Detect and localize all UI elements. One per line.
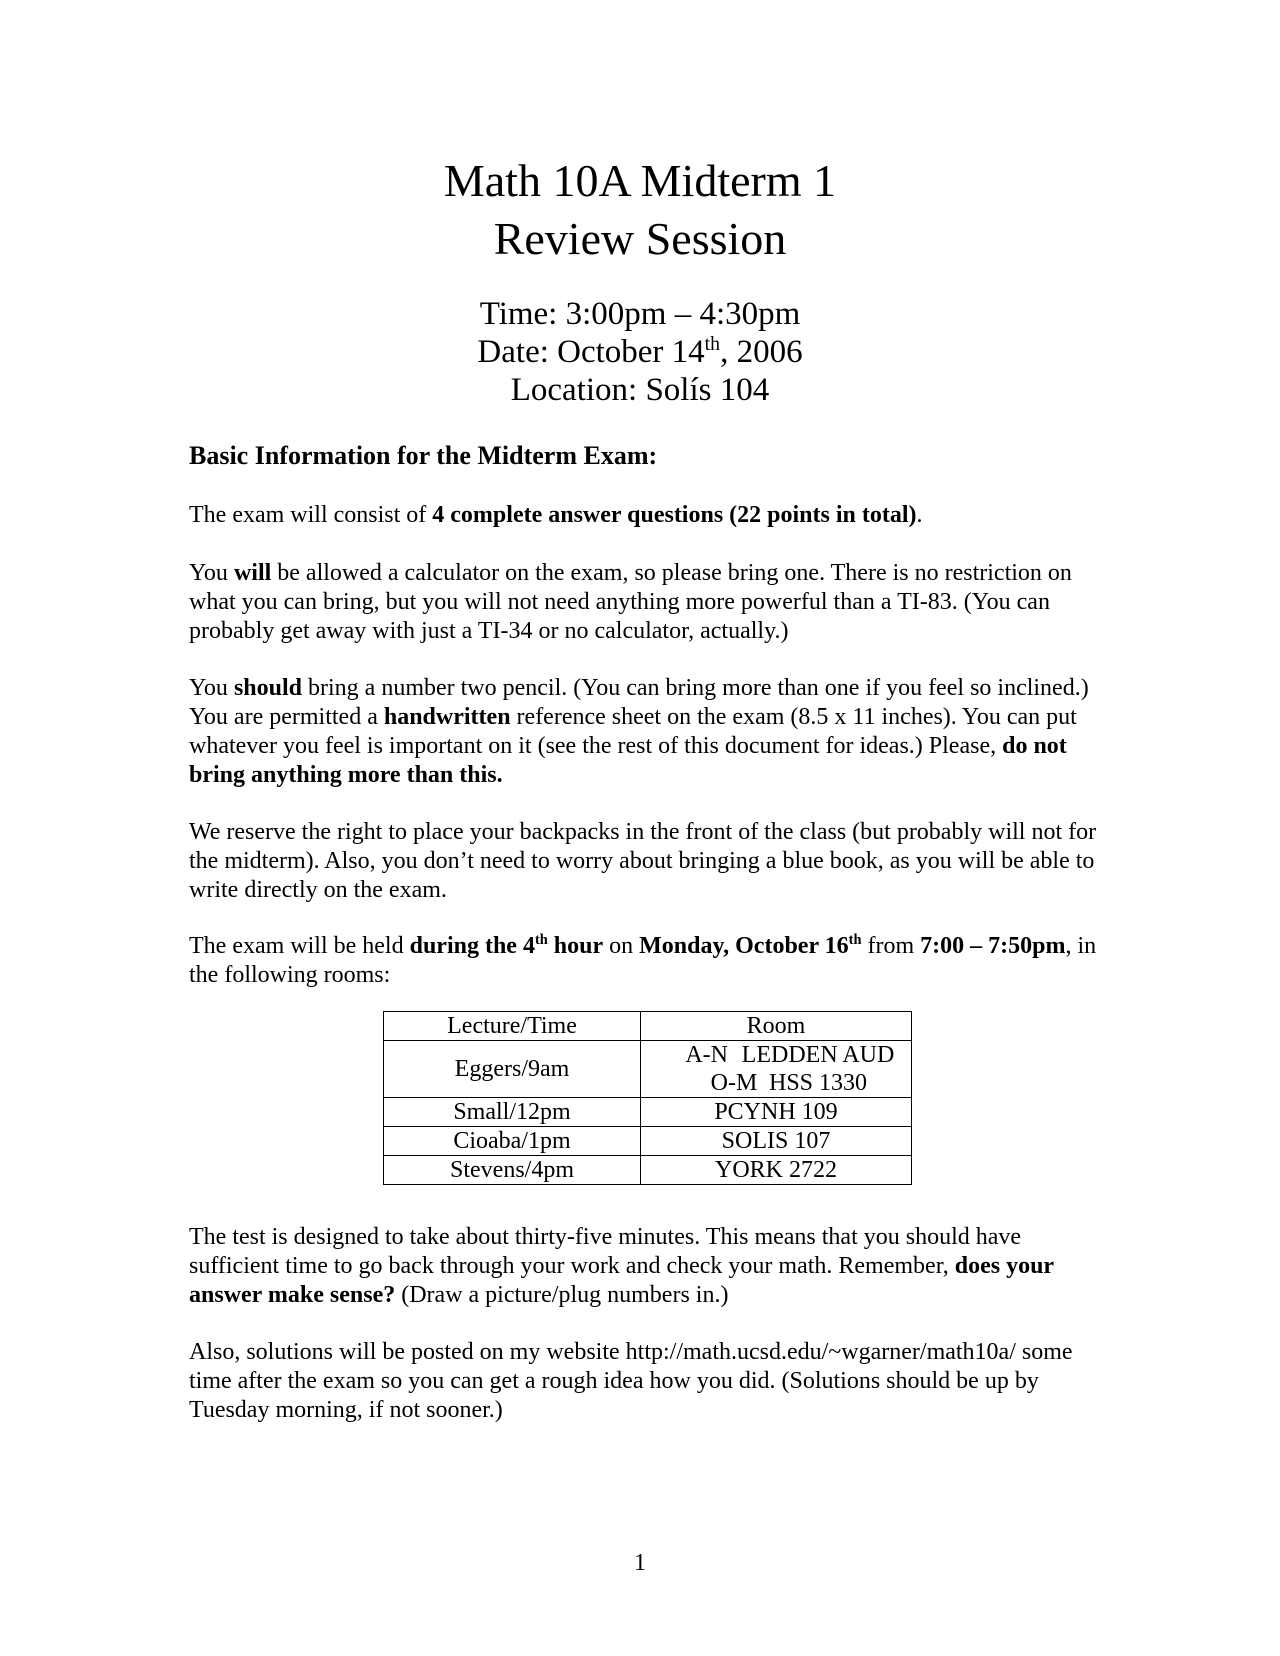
room-cell xyxy=(641,1041,912,1098)
room-cell: SOLIS 107 xyxy=(641,1127,912,1156)
paragraph-exam-schedule: The exam will be held during the 4th hour on Monday, October 16th from 7:00 – 7:50pm, in the following rooms: xyxy=(189,932,1097,988)
lecture-cell: Eggers/9am xyxy=(384,1041,641,1098)
title-line-2: Review Session xyxy=(493,213,787,264)
rooms-table xyxy=(383,1011,912,1185)
table-header-row xyxy=(384,1012,912,1041)
paragraph-question-count: The exam will consist of 4 complete answer questions (22 points in total). xyxy=(189,502,923,528)
paragraph-test-duration: The test is designed to take about thirty-five minutes. This means that you should have sufficient time to go back through your work and check your math. Remember, does your answer make sense? (Draw a picture/plug numbers in.) xyxy=(189,1224,1054,1308)
table-row xyxy=(384,1156,912,1185)
session-location: Location: Solís 104 xyxy=(510,372,770,408)
session-time: Time: 3:00pm – 4:30pm xyxy=(479,296,801,332)
lecture-cell: Stevens/4pm xyxy=(384,1156,641,1185)
room-line: A-N LEDDEN AUD xyxy=(685,1042,895,1068)
lecture-cell: Small/12pm xyxy=(384,1098,641,1127)
section-heading: Basic Information for the Midterm Exam: xyxy=(189,441,658,470)
session-date: Date: October 14th, 2006 xyxy=(477,333,803,370)
table-row xyxy=(384,1041,912,1098)
table-row xyxy=(384,1127,912,1156)
room-line: O-M HSS 1330 xyxy=(710,1070,868,1096)
paragraph-materials: You should bring a number two pencil. (You can bring more than one if you feel so inclined.) You are permitted a handwritten reference sheet on the exam (8.5 x 11 inches). You can put whatever you feel is important on it (see the rest of this document for ideas.) Please, do not bring anything more than this. xyxy=(189,675,1089,788)
lecture-cell: Cioaba/1pm xyxy=(384,1127,641,1156)
paragraph-calculator: You will be allowed a calculator on the exam, so please bring one. There is no restriction on what you can bring, but you will not need anything more powerful than a TI-83. (You can probably get away with just a TI-34 or no calculator, actually.) xyxy=(189,560,1072,644)
header-room: Room xyxy=(641,1012,912,1041)
room-cell: YORK 2722 xyxy=(641,1156,912,1185)
room-cell: PCYNH 109 xyxy=(641,1098,912,1127)
table-row xyxy=(384,1098,912,1127)
document-title xyxy=(0,152,1280,268)
title-line-1: Math 10A Midterm 1 xyxy=(443,155,837,206)
session-details xyxy=(0,295,1280,409)
page-number: 1 xyxy=(634,1550,646,1576)
header-lecture-time: Lecture/Time xyxy=(384,1012,641,1041)
paragraph-solutions: Also, solutions will be posted on my website http://math.ucsd.edu/~wgarner/math10a/ some time after the exam so you can get a rough idea how you did. (Solutions should be up by Tuesday morning, if not sooner.) xyxy=(189,1339,1073,1423)
paragraph-backpacks: We reserve the right to place your backpacks in the front of the class (but probably will not for the midterm). Also, you don’t need to worry about bringing a blue book, as you will be able to write directly on the exam. xyxy=(189,819,1097,903)
